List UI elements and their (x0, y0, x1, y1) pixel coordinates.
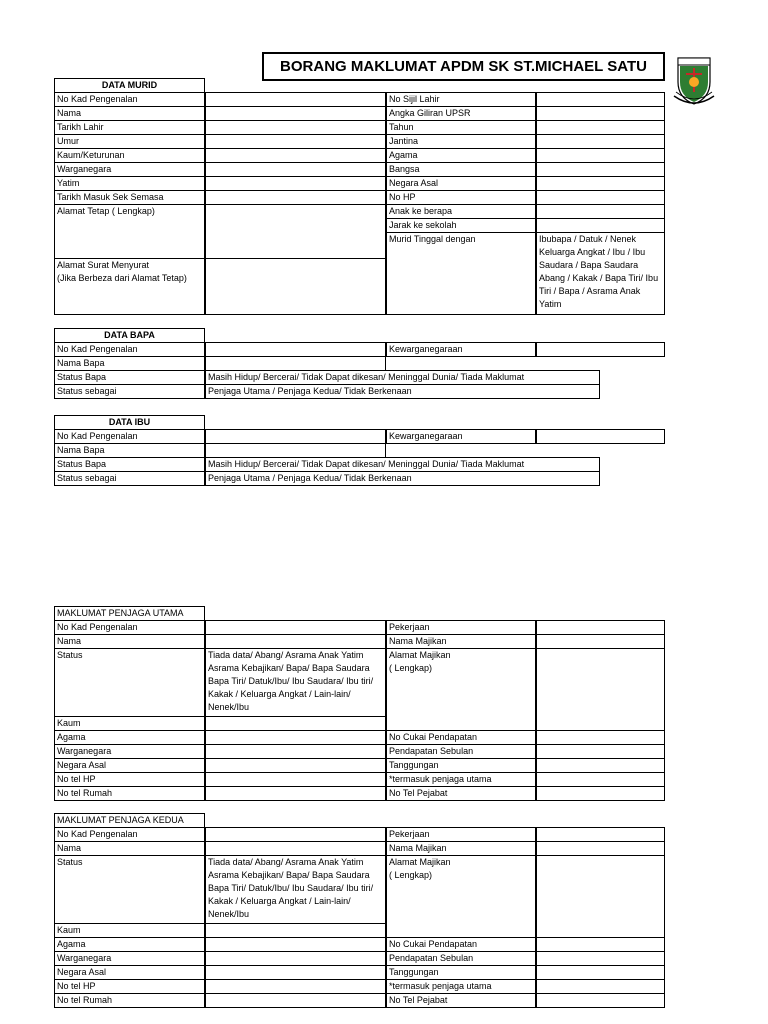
section-header: DATA BAPA (54, 328, 205, 343)
field-label: *termasuk penjaga utama (386, 772, 536, 787)
school-crest-icon (672, 52, 716, 108)
field-label: Tanggungan (386, 965, 536, 980)
input-cell[interactable] (205, 106, 386, 121)
field-label: Kaum/Keturunan (54, 148, 205, 163)
field-label: No Kad Pengenalan (54, 342, 205, 357)
input-cell[interactable] (536, 218, 665, 233)
field-label: No tel Rumah (54, 993, 205, 1008)
input-cell[interactable] (205, 620, 386, 635)
field-label: Tanggungan (386, 758, 536, 773)
input-cell[interactable] (536, 965, 665, 980)
field-label: Tahun (386, 120, 536, 135)
input-cell[interactable] (205, 965, 386, 980)
section-header: MAKLUMAT PENJAGA KEDUA (54, 813, 205, 828)
field-label: Negara Asal (54, 758, 205, 773)
field-label: Alamat Majikan ( Lengkap) (386, 648, 536, 731)
field-label: No Tel Pejabat (386, 993, 536, 1008)
input-cell[interactable] (205, 841, 386, 856)
field-label: Pekerjaan (386, 827, 536, 842)
input-cell[interactable] (205, 162, 386, 177)
options-cell: Ibubapa / Datuk / Nenek Keluarga Angkat / Ibu / Ibu Saudara / Bapa Saudara Abang / Kakak / Bapa Tiri/ Ibu Tiri / Bapa / Asrama Anak Yatim (536, 232, 665, 315)
input-cell[interactable] (205, 827, 386, 842)
input-cell[interactable] (536, 134, 665, 149)
field-label: Kaum (54, 716, 205, 731)
input-cell[interactable] (536, 106, 665, 121)
input-cell[interactable] (536, 758, 665, 773)
field-label: No Kad Pengenalan (54, 827, 205, 842)
input-cell[interactable] (536, 951, 665, 966)
input-cell[interactable] (205, 744, 386, 759)
input-cell[interactable] (205, 772, 386, 787)
field-label: Status sebagai (54, 471, 205, 486)
field-label: Agama (54, 937, 205, 952)
field-label: Agama (386, 148, 536, 163)
input-cell[interactable] (205, 716, 386, 731)
field-label: Yatim (54, 176, 205, 191)
field-label: Angka Giliran UPSR (386, 106, 536, 121)
input-cell[interactable] (536, 176, 665, 191)
input-cell[interactable] (536, 993, 665, 1008)
input-cell[interactable] (536, 342, 665, 357)
input-cell[interactable] (536, 120, 665, 135)
input-cell[interactable] (205, 190, 386, 205)
field-label: Bangsa (386, 162, 536, 177)
input-cell[interactable] (536, 744, 665, 759)
input-cell[interactable] (205, 134, 386, 149)
field-label: Tarikh Masuk Sek Semasa (54, 190, 205, 205)
input-cell[interactable] (536, 92, 665, 107)
options-cell: Tiada data/ Abang/ Asrama Anak Yatim Asrama Kebajikan/ Bapa/ Bapa Saudara Bapa Tiri/ Datuk/Ibu/ Ibu Saudara/ Ibu tiri/ Kakak / Keluarga Angkat / Lain-lain/ Nenek/Ibu (205, 855, 386, 924)
input-cell[interactable] (536, 429, 665, 444)
input-cell[interactable] (205, 993, 386, 1008)
input-cell[interactable] (205, 148, 386, 163)
field-label: Nama Bapa (54, 443, 205, 458)
field-label: Status (54, 855, 205, 924)
field-label: Alamat Majikan ( Lengkap) (386, 855, 536, 938)
options-cell: Penjaga Utama / Penjaga Kedua/ Tidak Berkenaan (205, 471, 600, 486)
input-cell[interactable] (205, 979, 386, 994)
section-header: MAKLUMAT PENJAGA UTAMA (54, 606, 205, 621)
field-label: No Kad Pengenalan (54, 92, 205, 107)
input-cell[interactable] (205, 120, 386, 135)
field-label: Murid Tinggal dengan (386, 232, 536, 315)
field-label: Nama (54, 841, 205, 856)
input-cell[interactable] (536, 190, 665, 205)
field-label: Status sebagai (54, 384, 205, 399)
field-label: Warganegara (54, 951, 205, 966)
input-cell[interactable] (536, 772, 665, 787)
options-cell: Masih Hidup/ Bercerai/ Tidak Dapat dikesan/ Meninggal Dunia/ Tiada Maklumat (205, 457, 600, 472)
field-label: No Tel Pejabat (386, 786, 536, 801)
field-label: Nama Majikan (386, 634, 536, 649)
field-label: Alamat Tetap ( Lengkap) (54, 204, 205, 259)
field-label: Pekerjaan (386, 620, 536, 635)
field-label: Nama Bapa (54, 356, 205, 371)
section-header: DATA MURID (54, 78, 205, 93)
field-label: Kewarganegaraan (386, 342, 536, 357)
field-label: Warganegara (54, 744, 205, 759)
input-cell[interactable] (205, 429, 386, 444)
input-cell[interactable] (205, 176, 386, 191)
field-label: No HP (386, 190, 536, 205)
field-label: No tel HP (54, 772, 205, 787)
input-cell[interactable] (205, 634, 386, 649)
input-cell[interactable] (536, 620, 665, 635)
field-label: Status Bapa (54, 370, 205, 385)
section-header: DATA IBU (54, 415, 205, 430)
input-cell[interactable] (205, 758, 386, 773)
input-cell[interactable] (205, 92, 386, 107)
options-cell: Tiada data/ Abang/ Asrama Anak Yatim Asrama Kebajikan/ Bapa/ Bapa Saudara Bapa Tiri/ Datuk/Ibu/ Ibu Saudara/ Ibu tiri/ Kakak / Keluarga Angkat / Lain-lain/ Nenek/Ibu (205, 648, 386, 717)
field-label: No tel Rumah (54, 786, 205, 801)
input-cell[interactable] (205, 356, 386, 371)
input-cell[interactable] (205, 204, 386, 259)
input-cell[interactable] (536, 827, 665, 842)
options-cell: Masih Hidup/ Bercerai/ Tidak Dapat dikesan/ Meninggal Dunia/ Tiada Maklumat (205, 370, 600, 385)
input-cell[interactable] (536, 162, 665, 177)
input-cell[interactable] (536, 634, 665, 649)
field-label: Status Bapa (54, 457, 205, 472)
field-label: Pendapatan Sebulan (386, 744, 536, 759)
field-label: Warganegara (54, 162, 205, 177)
field-label: No Kad Pengenalan (54, 429, 205, 444)
input-cell[interactable] (205, 730, 386, 745)
input-cell[interactable] (205, 951, 386, 966)
input-cell[interactable] (536, 786, 665, 801)
input-cell[interactable] (536, 730, 665, 745)
field-label: Negara Asal (54, 965, 205, 980)
field-label: Alamat Surat Menyurat (Jika Berbeza dari Alamat Tetap) (54, 258, 205, 315)
field-label: Nama (54, 106, 205, 121)
input-cell[interactable] (536, 148, 665, 163)
field-label: Nama (54, 634, 205, 649)
field-label: No Cukai Pendapatan (386, 937, 536, 952)
input-cell[interactable] (536, 204, 665, 219)
input-cell[interactable] (205, 258, 386, 315)
input-cell[interactable] (536, 841, 665, 856)
form-title: BORANG MAKLUMAT APDM SK ST.MICHAEL SATU (262, 52, 665, 81)
field-label: Kaum (54, 923, 205, 938)
input-cell[interactable] (536, 855, 665, 938)
field-label: Status (54, 648, 205, 717)
input-cell[interactable] (536, 937, 665, 952)
input-cell[interactable] (536, 648, 665, 731)
input-cell[interactable] (205, 923, 386, 938)
field-label: No Kad Pengenalan (54, 620, 205, 635)
field-label: *termasuk penjaga utama (386, 979, 536, 994)
field-label: Anak ke berapa (386, 204, 536, 219)
field-label: Jarak ke sekolah (386, 218, 536, 233)
input-cell[interactable] (205, 342, 386, 357)
field-label: Negara Asal (386, 176, 536, 191)
input-cell[interactable] (205, 937, 386, 952)
field-label: No Sijil Lahir (386, 92, 536, 107)
field-label: Pendapatan Sebulan (386, 951, 536, 966)
input-cell[interactable] (205, 443, 386, 458)
field-label: No Cukai Pendapatan (386, 730, 536, 745)
field-label: Kewarganegaraan (386, 429, 536, 444)
input-cell[interactable] (205, 786, 386, 801)
field-label: Nama Majikan (386, 841, 536, 856)
field-label: Tarikh Lahir (54, 120, 205, 135)
field-label: No tel HP (54, 979, 205, 994)
options-cell: Penjaga Utama / Penjaga Kedua/ Tidak Berkenaan (205, 384, 600, 399)
field-label: Jantina (386, 134, 536, 149)
field-label: Agama (54, 730, 205, 745)
input-cell[interactable] (536, 979, 665, 994)
field-label: Umur (54, 134, 205, 149)
